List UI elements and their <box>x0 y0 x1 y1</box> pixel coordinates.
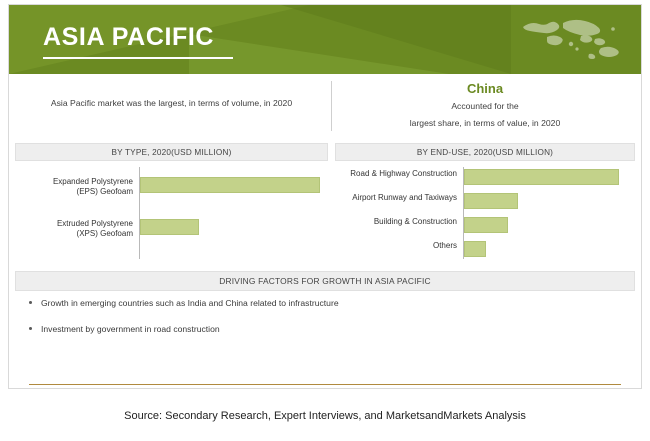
bar-label: Building & Construction <box>373 217 457 226</box>
infographic-card <box>8 4 642 389</box>
bar-row <box>15 177 328 196</box>
section-header-by-type: BY TYPE, 2020(USD MILLION) <box>15 143 328 161</box>
bullet-icon <box>29 327 32 330</box>
bar-row <box>335 241 635 257</box>
banner-shape-3 <box>189 34 449 74</box>
summary-right-line2: largest share, in terms of value, in 2020 <box>409 118 561 128</box>
driver-text: Investment by government in road construction <box>41 324 220 334</box>
drivers-list <box>15 297 635 349</box>
header-banner <box>9 5 641 74</box>
bar-label: Others <box>432 241 457 250</box>
chart-by-enduse <box>335 163 635 263</box>
driver-text: Growth in emerging countries such as India and China related to infrastructure <box>41 298 339 308</box>
bar-label: Road & Highway Construction <box>350 169 457 178</box>
summary-left-text: Asia Pacific market was the largest, in terms of volume, in 2020 <box>50 98 293 108</box>
bar-road-highway-construction <box>464 169 619 185</box>
bar-airport-runway-taxiways <box>464 193 518 209</box>
summary-left <box>15 77 328 135</box>
bullet-icon <box>29 301 32 304</box>
bar-extruded-polystyrene <box>140 219 199 235</box>
bar-others <box>464 241 486 257</box>
bar-label: Expanded Polystyrene (EPS) Geofoam <box>52 177 133 196</box>
summary-right <box>335 77 635 135</box>
summary-right-title: China <box>466 81 504 96</box>
bar-building-construction <box>464 217 508 233</box>
summary-divider <box>331 81 332 131</box>
chart-by-type <box>15 163 328 263</box>
bar-row <box>335 217 635 233</box>
bottom-divider <box>29 384 621 385</box>
bar-expanded-polystyrene <box>140 177 320 193</box>
list-item <box>15 323 635 335</box>
list-item <box>15 297 635 309</box>
title-underline <box>43 57 233 59</box>
source-note: Source: Secondary Research, Expert Interviews, and MarketsandMarkets Analysis <box>124 410 526 422</box>
bar-row <box>15 219 328 238</box>
section-header-drivers: DRIVING FACTORS FOR GROWTH IN ASIA PACIFIC <box>15 271 635 291</box>
page-title: ASIA PACIFIC <box>43 23 215 51</box>
world-map-icon <box>517 13 627 65</box>
summary-right-line1: Accounted for the <box>451 101 519 111</box>
section-header-by-enduse: BY END-USE, 2020(USD MILLION) <box>335 143 635 161</box>
bar-row <box>335 193 635 209</box>
bar-row <box>335 169 635 185</box>
bar-label: Extruded Polystyrene (XPS) Geofoam <box>56 219 133 238</box>
bar-label: Airport Runway and Taxiways <box>352 193 457 202</box>
